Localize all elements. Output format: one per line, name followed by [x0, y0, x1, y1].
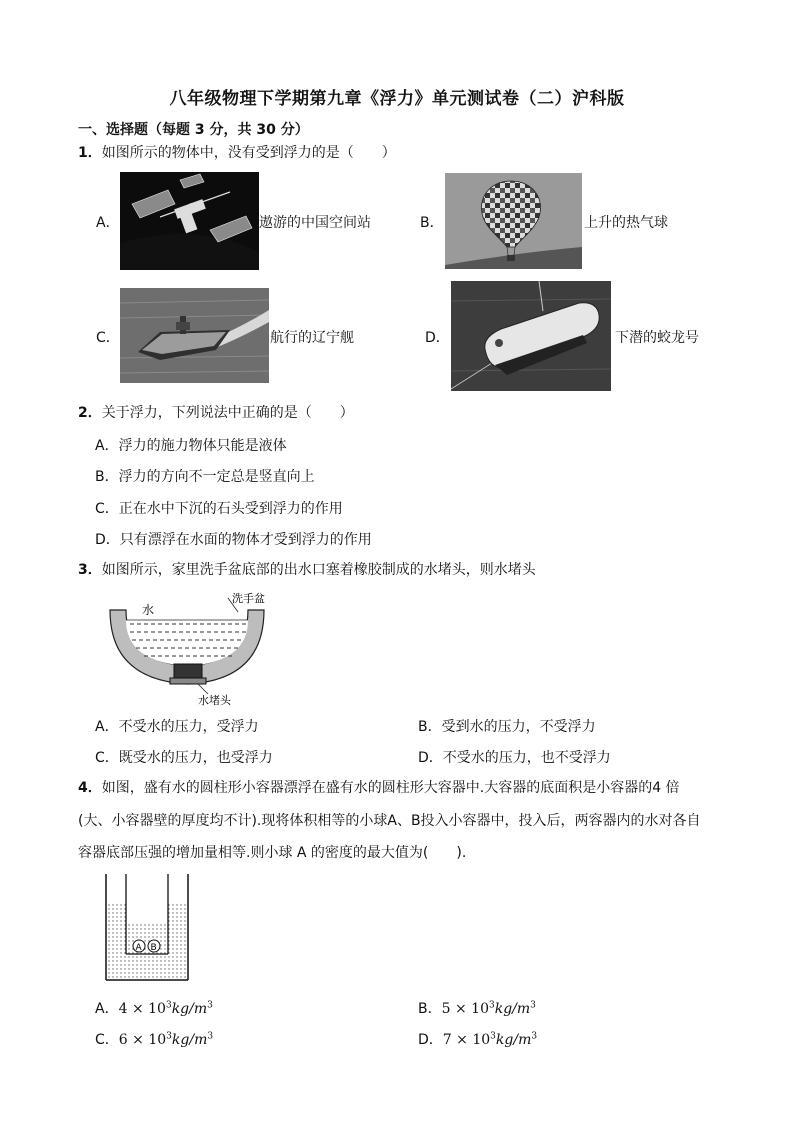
- option-caption: 上升的热气球: [584, 215, 668, 231]
- option-letter: C．: [96, 330, 120, 346]
- section-heading: 一、选择题（每题 3 分，共 30 分）: [78, 122, 309, 138]
- question-text: 如图，盛有水的圆柱形小容器漂浮在盛有水的圆柱形大容器中.大容器的底面积是小容器的4 倍: [101, 780, 680, 796]
- option-a: A．浮力的施力物体只能是液体: [95, 438, 287, 454]
- basin-label: 洗手盆: [232, 592, 265, 605]
- option-c: C．正在水中下沉的石头受到浮力的作用: [95, 501, 343, 517]
- option-caption: 下潜的蛟龙号: [615, 330, 699, 346]
- water-label: 水: [142, 603, 155, 617]
- question-1: [78, 143, 396, 163]
- question-text: 如图所示的物体中，没有受到浮力的是（ ）: [101, 145, 396, 161]
- option-letter: B．: [420, 215, 444, 231]
- question-text: 如图所示，家里洗手盆底部的出水口塞着橡胶制成的水堵头，则水堵头: [101, 562, 536, 578]
- question-4-line-2: (大、小容器壁的厚度均不计).现将体积相等的小球A、B投入小容器中，投入后，两容器内的水对各自: [78, 813, 701, 829]
- question-4-line-3: 容器底部压强的增加量相等.则小球 A 的密度的最大值为( ).: [78, 845, 467, 861]
- question-number: 4．: [78, 780, 102, 796]
- option-d: D．只有漂浮在水面的物体才受到浮力的作用: [95, 532, 372, 548]
- option-a: A．不受水的压力，受浮力: [95, 719, 259, 735]
- aircraft-carrier-image: [120, 288, 269, 383]
- space-station-image: [120, 172, 259, 270]
- option-d: D．不受水的压力，也不受浮力: [418, 750, 611, 766]
- containers-diagram: [100, 872, 196, 984]
- option-b: B．受到水的压力，不受浮力: [418, 719, 596, 735]
- option-letter: D．: [425, 330, 450, 346]
- hot-air-balloon-image: [445, 173, 582, 269]
- question-number: 2．: [78, 405, 102, 421]
- question-text: 关于浮力，下列说法中正确的是（ ）: [101, 405, 354, 421]
- question-3: [78, 560, 536, 580]
- option-c: C．既受水的压力，也受浮力: [95, 750, 273, 766]
- submersible-image: [451, 281, 611, 391]
- ball-b-label: B: [150, 943, 157, 953]
- wash-basin-diagram: [108, 590, 280, 708]
- plug-label: 水堵头: [198, 694, 231, 707]
- option-letter: A．: [96, 215, 120, 231]
- page-title: 八年级物理下学期第九章《浮力》单元测试卷（二）沪科版: [169, 89, 625, 109]
- option-caption: 遨游的中国空间站: [259, 215, 371, 231]
- question-number: 3．: [78, 562, 102, 578]
- option-caption: 航行的辽宁舰: [270, 330, 354, 346]
- option-d: D．$7 \times 10^3kg/m^3$: [418, 1031, 538, 1048]
- question-2: [78, 403, 354, 423]
- option-c: C．$6 \times 10^3kg/m^3$: [95, 1031, 214, 1048]
- ball-a-label: A: [135, 943, 142, 953]
- question-number: 1．: [78, 145, 102, 161]
- option-b: B．$5 \times 10^3kg/m^3$: [418, 1000, 536, 1017]
- option-b: B．浮力的方向不一定总是竖直向上: [95, 469, 315, 485]
- option-a: A．$4 \times 10^3kg/m^3$: [95, 1000, 213, 1017]
- question-4-line-1: [78, 778, 680, 798]
